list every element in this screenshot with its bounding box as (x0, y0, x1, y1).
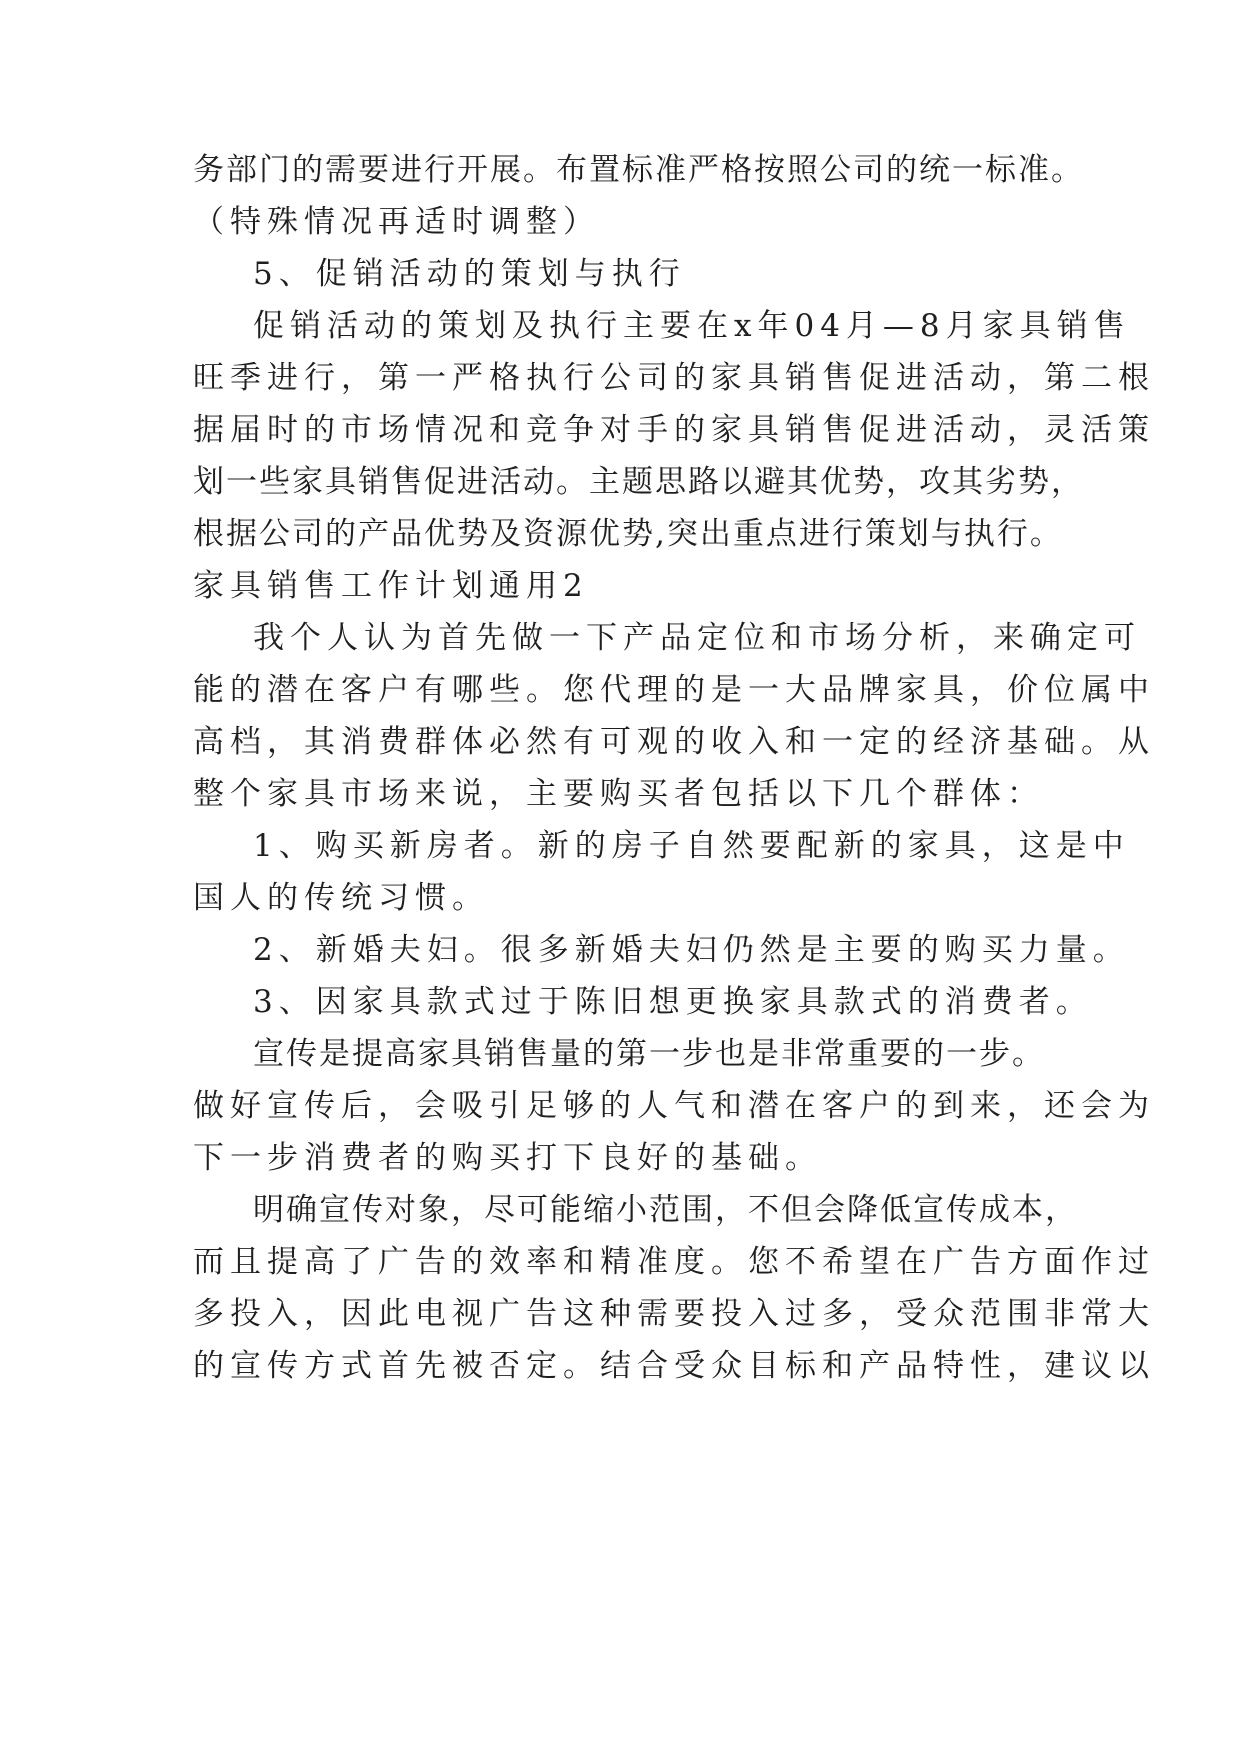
paragraph-line: 我个人认为首先做一下产品定位和市场分析，来确定可 (253, 620, 1141, 656)
paragraph-line: 整个家具市场来说，主要购买者包括以下几个群体： (193, 776, 1044, 812)
paragraph-line: 多投入，因此电视广告这种需要投入过多，受众范围非常大 (193, 1296, 1155, 1332)
paragraph-line: 做好宣传后，会吸引足够的人气和潜在客户的到来，还会为 (193, 1088, 1155, 1124)
document-subtitle: 家具销售工作计划通用2 (193, 568, 589, 604)
paragraph-line: 务部门的需要进行开展。布置标准严格按照公司的统一标准。 (193, 152, 1084, 188)
list-item: 1、购买新房者。新的房子自然要配新的家具，这是中 (253, 828, 1130, 864)
paragraph-line: 能的潜在客户有哪些。您代理的是一大品牌家具，价位属中 (193, 672, 1155, 708)
list-item-continuation: 国人的传统习惯。 (193, 880, 489, 916)
list-item: 3、因家具款式过于陈旧想更换家具款式的消费者。 (253, 984, 1093, 1020)
paragraph-line: 而且提高了广告的效率和精准度。您不希望在广告方面作过 (193, 1244, 1155, 1280)
paragraph-line: 宣传是提高家具销售量的第一步也是非常重要的一步。 (253, 1036, 1045, 1072)
list-item: 2、新婚夫妇。很多新婚夫妇仍然是主要的购买力量。 (253, 932, 1130, 968)
paragraph-line: 的宣传方式首先被否定。结合受众目标和产品特性，建议以 (193, 1348, 1155, 1384)
paragraph-line: 高档，其消费群体必然有可观的收入和一定的经济基础。从 (193, 724, 1155, 760)
paragraph-line: 旺季进行，第一严格执行公司的家具销售促进活动，第二根 (193, 360, 1155, 396)
paragraph-line: 明确宣传对象，尽可能缩小范围，不但会降低宣传成本， (253, 1192, 1078, 1228)
paragraph-line: 根据公司的产品优势及资源优势,突出重点进行策划与执行。 (193, 516, 1063, 552)
paragraph-line: 促销活动的策划及执行主要在x年04月—8月家具销售 (253, 308, 1131, 344)
paragraph-line: （特殊情况再适时调整） (193, 204, 600, 240)
paragraph-line: 据届时的市场情况和竞争对手的家具销售促进活动，灵活策 (193, 412, 1155, 448)
paragraph-line: 划一些家具销售促进活动。主题思路以避其优势，攻其劣势， (193, 464, 1084, 500)
section-heading: 5、促销活动的策划与执行 (253, 256, 686, 292)
paragraph-line: 下一步消费者的购买打下良好的基础。 (193, 1140, 822, 1176)
